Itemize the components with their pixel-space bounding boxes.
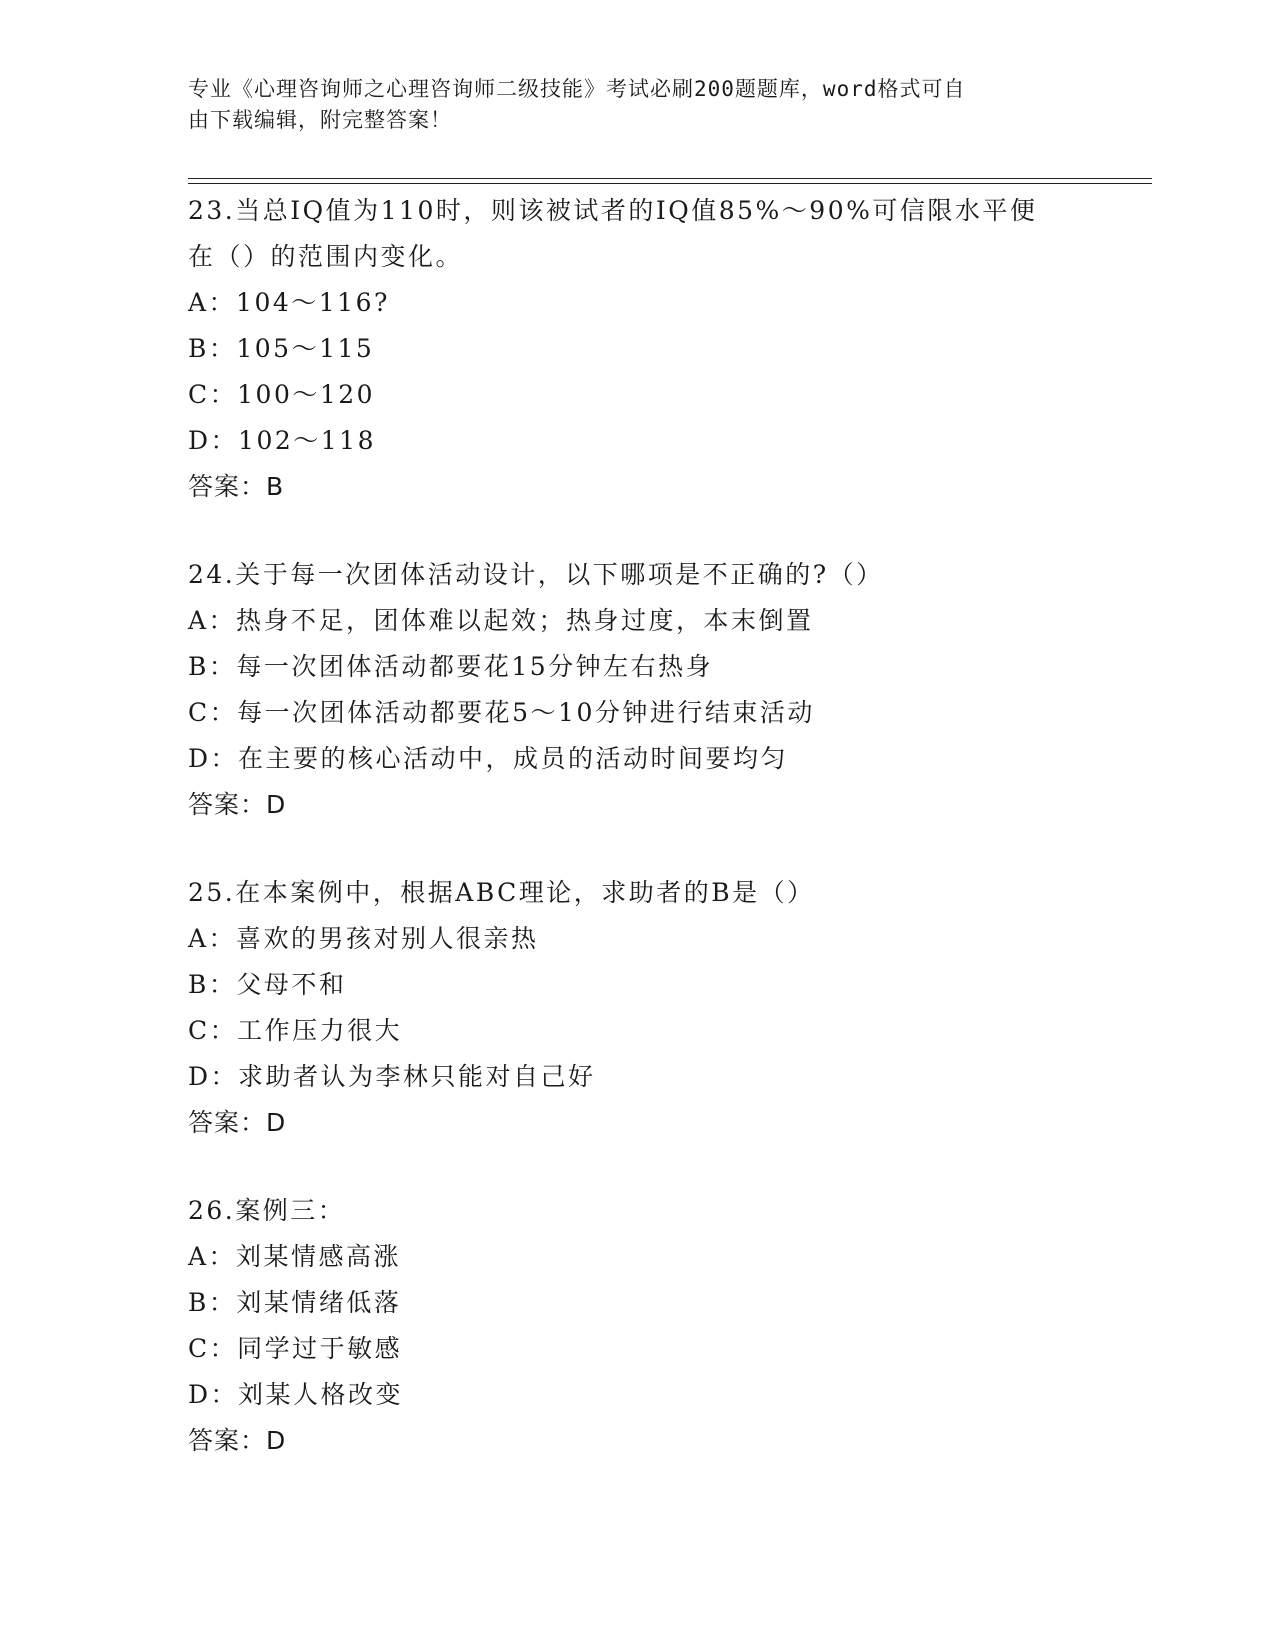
option-c: C：每一次团体活动都要花5～10分钟进行结束活动: [188, 698, 815, 727]
option-b: B：刘某情绪低落: [188, 1288, 402, 1317]
header-divider-bottom: [188, 183, 1152, 184]
header-line-2: 由下载编辑，附完整答案！: [188, 108, 452, 132]
question-24: [188, 552, 1152, 828]
option-c: C：工作压力很大: [188, 1016, 403, 1045]
question-stem-continued: 在（）的范围内变化。: [188, 242, 464, 271]
option-b: B：105～115: [188, 334, 375, 363]
option-d: D：在主要的核心活动中，成员的活动时间要均匀: [188, 744, 789, 773]
answer-label: 答案：D: [188, 1108, 287, 1137]
option-a: A：刘某情感高涨: [188, 1242, 402, 1271]
option-c: C：同学过于敏感: [188, 1334, 403, 1363]
header-divider-top: [188, 178, 1152, 179]
answer-label: 答案：B: [188, 472, 285, 501]
answer-label: 答案：D: [188, 790, 287, 819]
question-26: [188, 1188, 1152, 1464]
option-d: D：102～118: [188, 426, 376, 455]
answer-label: 答案：D: [188, 1426, 287, 1455]
option-d: D：刘某人格改变: [188, 1380, 404, 1409]
option-c: C：100～120: [188, 380, 376, 409]
option-a: A：104～116?: [188, 288, 390, 317]
header-line-1: 专业《心理咨询师之心理咨询师二级技能》考试必刷200题题库，word格式可自: [188, 77, 966, 101]
option-b: B：父母不和: [188, 970, 347, 999]
question-25: [188, 870, 1152, 1146]
option-a: A：热身不足，团体难以起效；热身过度，本末倒置: [188, 606, 814, 635]
question-23: [188, 188, 1152, 510]
option-a: A：喜欢的男孩对别人很亲热: [188, 924, 539, 953]
question-stem: 23.当总IQ值为110时，则该被试者的IQ值85%～90%可信限水平便: [188, 196, 1038, 225]
question-stem: 24.关于每一次团体活动设计，以下哪项是不正确的?（）: [188, 560, 884, 589]
option-d: D：求助者认为李林只能对自己好: [188, 1062, 596, 1091]
question-stem: 26.案例三：: [188, 1196, 346, 1225]
question-list: [188, 188, 1152, 1506]
document-header: [188, 74, 1088, 136]
question-stem: 25.在本案例中，根据ABC理论，求助者的B是（）: [188, 878, 815, 907]
option-b: B：每一次团体活动都要花15分钟左右热身: [188, 652, 714, 681]
